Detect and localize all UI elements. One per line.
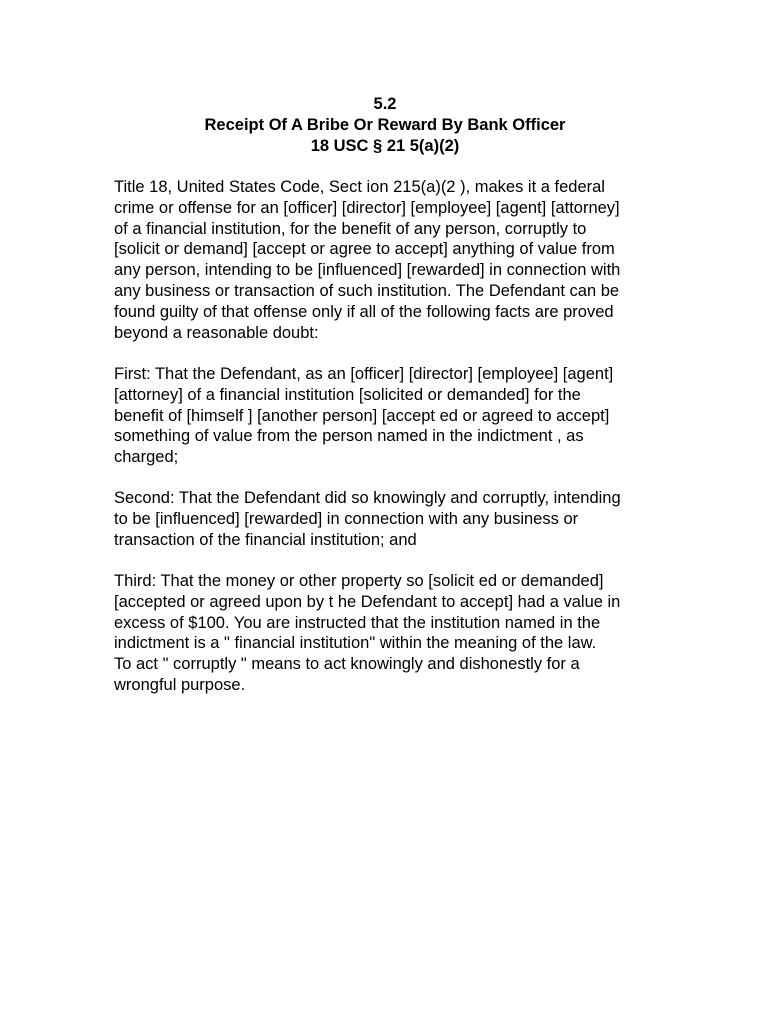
paragraph-first-element (114, 364, 674, 468)
text-line: First: That the Defendant, as an [officer] [director] [employee] [agent] (114, 365, 614, 383)
text-line: to be [influenced] [rewarded] in connection with any business or (114, 509, 579, 528)
text-line: found guilty of that offense only if all of the following facts are proved (114, 302, 614, 321)
text-line: Title 18, United States Code, Sect ion 215(a)(2 ), makes it a federal (114, 178, 605, 196)
text-line: [accepted or agreed upon by t he Defendant to accept] had a value in (114, 592, 621, 611)
document-title: Receipt Of A Bribe Or Reward By Bank Officer (204, 116, 566, 134)
text-line: transaction of the financial institution; and (114, 530, 417, 549)
section-number: 5.2 (373, 95, 397, 113)
text-line: any person, intending to be [influenced] [rewarded] in connection with (114, 261, 621, 280)
paragraph-intro (114, 177, 674, 343)
text-line: To act " corruptly " means to act knowingly and dishonestly for a (114, 655, 580, 674)
paragraph-second-element (114, 488, 674, 550)
text-line: Second: That the Defendant did so knowingly and corruptly, intending (114, 489, 621, 507)
text-line: indictment is a " financial institution" within the meaning of the law. (114, 634, 597, 653)
paragraph-third-element (114, 571, 674, 696)
text-line: benefit of [himself ] [another person] [accept ed or agreed to accept] (114, 406, 610, 425)
text-line: crime or offense for an [officer] [director] [employee] [agent] [attorney] (114, 198, 620, 217)
text-line: excess of $100. You are instructed that the institution named in the (114, 613, 601, 632)
text-line: of a financial institution, for the benefit of any person, corruptly to (114, 219, 587, 238)
text-line: something of value from the person named in the indictment , as (114, 427, 584, 446)
statute-citation: 18 USC § 21 5(a)(2) (310, 137, 460, 155)
text-line: Third: That the money or other property so [solicit ed or demanded] (114, 572, 604, 590)
text-line: [solicit or demand] [accept or agree to accept] anything of value from (114, 240, 615, 259)
text-line: beyond a reasonable doubt: (114, 323, 319, 342)
text-line: any business or transaction of such institution. The Defendant can be (114, 281, 620, 300)
text-line: wrongful purpose. (114, 675, 246, 694)
text-line: charged; (114, 448, 179, 467)
text-line: [attorney] of a financial institution [solicited or demanded] for the (114, 385, 581, 404)
